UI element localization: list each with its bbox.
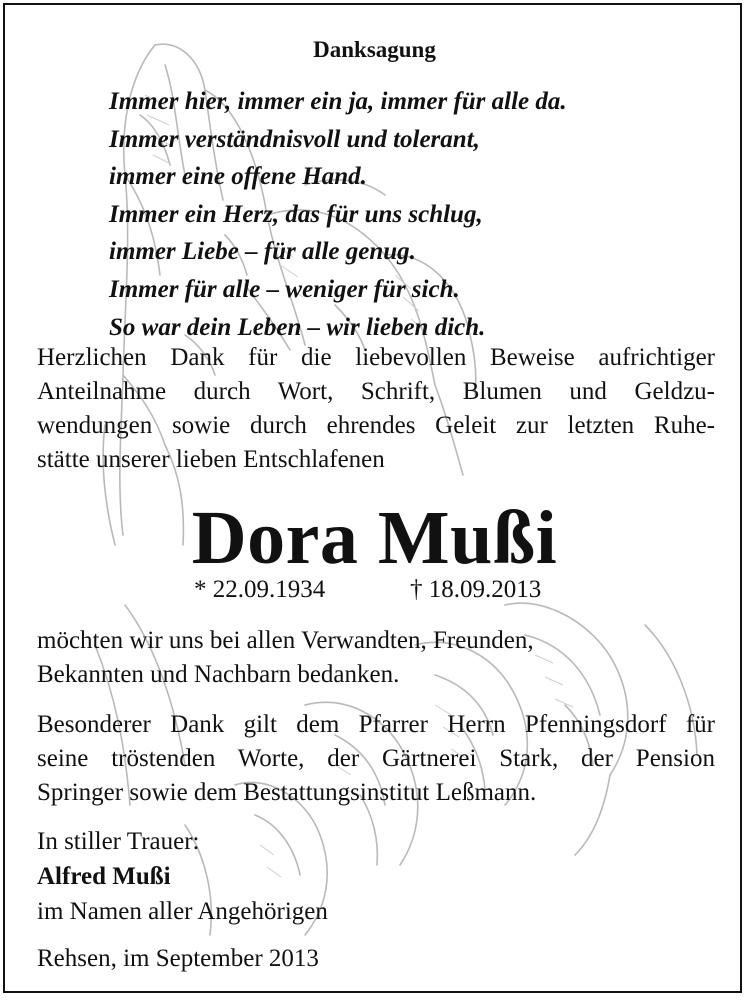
place-and-date: Rehsen, im September 2013 [37, 945, 319, 972]
deceased-name: Dora Mußi [191, 496, 558, 580]
poem-line: immer Liebe – für alle genug. [109, 238, 416, 266]
memorial-poem [109, 83, 567, 346]
thanks-paragraph [37, 341, 715, 477]
death-date: † 18.09.2013 [410, 576, 542, 603]
notice-heading: Danksagung [313, 37, 436, 62]
poem-line: So war dein Leben – wir lieben dich. [109, 313, 486, 341]
text-line: Besonderer Dank gilt dem Pfarrer Herrn Pfenningsdorf für [37, 711, 715, 738]
text-line: Anteilnahme durch Wort, Schrift, Blumen und Geldzu- [37, 378, 715, 405]
poem-line: Immer für alle – weniger für sich. [109, 275, 460, 303]
relatives-paragraph [37, 624, 715, 692]
mourning-label: In stiller Trauer: [37, 828, 200, 855]
text-line: seine tröstenden Worte, der Gärtnerei Stark, der Pension [37, 745, 715, 772]
text-line: Springer sowie dem Bestattungsinstitut Leßmann. [37, 779, 537, 806]
poem-line: immer eine offene Hand. [109, 163, 367, 191]
obituary-notice [3, 3, 742, 993]
text-line: stätte unserer lieben Entschlafenen [37, 446, 385, 473]
poem-line: Immer verständnisvoll und tolerant, [109, 125, 480, 153]
birth-date: * 22.09.1934 [194, 576, 326, 603]
poem-line: Immer hier, immer ein ja, immer für alle da. [109, 88, 567, 115]
text-line: möchten wir uns bei allen Verwandten, Freunden, [37, 627, 534, 654]
text-line: Herzlichen Dank für die liebevollen Beweise aufrichtiger [37, 344, 715, 371]
special-thanks-paragraph [37, 708, 715, 810]
text-line: wendungen sowie durch ehrendes Geleit zur letzten Ruhe- [37, 412, 715, 439]
signer-name: Alfred Mußi [37, 863, 171, 890]
family-note: im Namen aller Angehörigen [37, 898, 328, 925]
text-line: Bekannten und Nachbarn bedanken. [37, 661, 400, 688]
poem-line: Immer ein Herz, das für uns schlug, [109, 200, 483, 228]
